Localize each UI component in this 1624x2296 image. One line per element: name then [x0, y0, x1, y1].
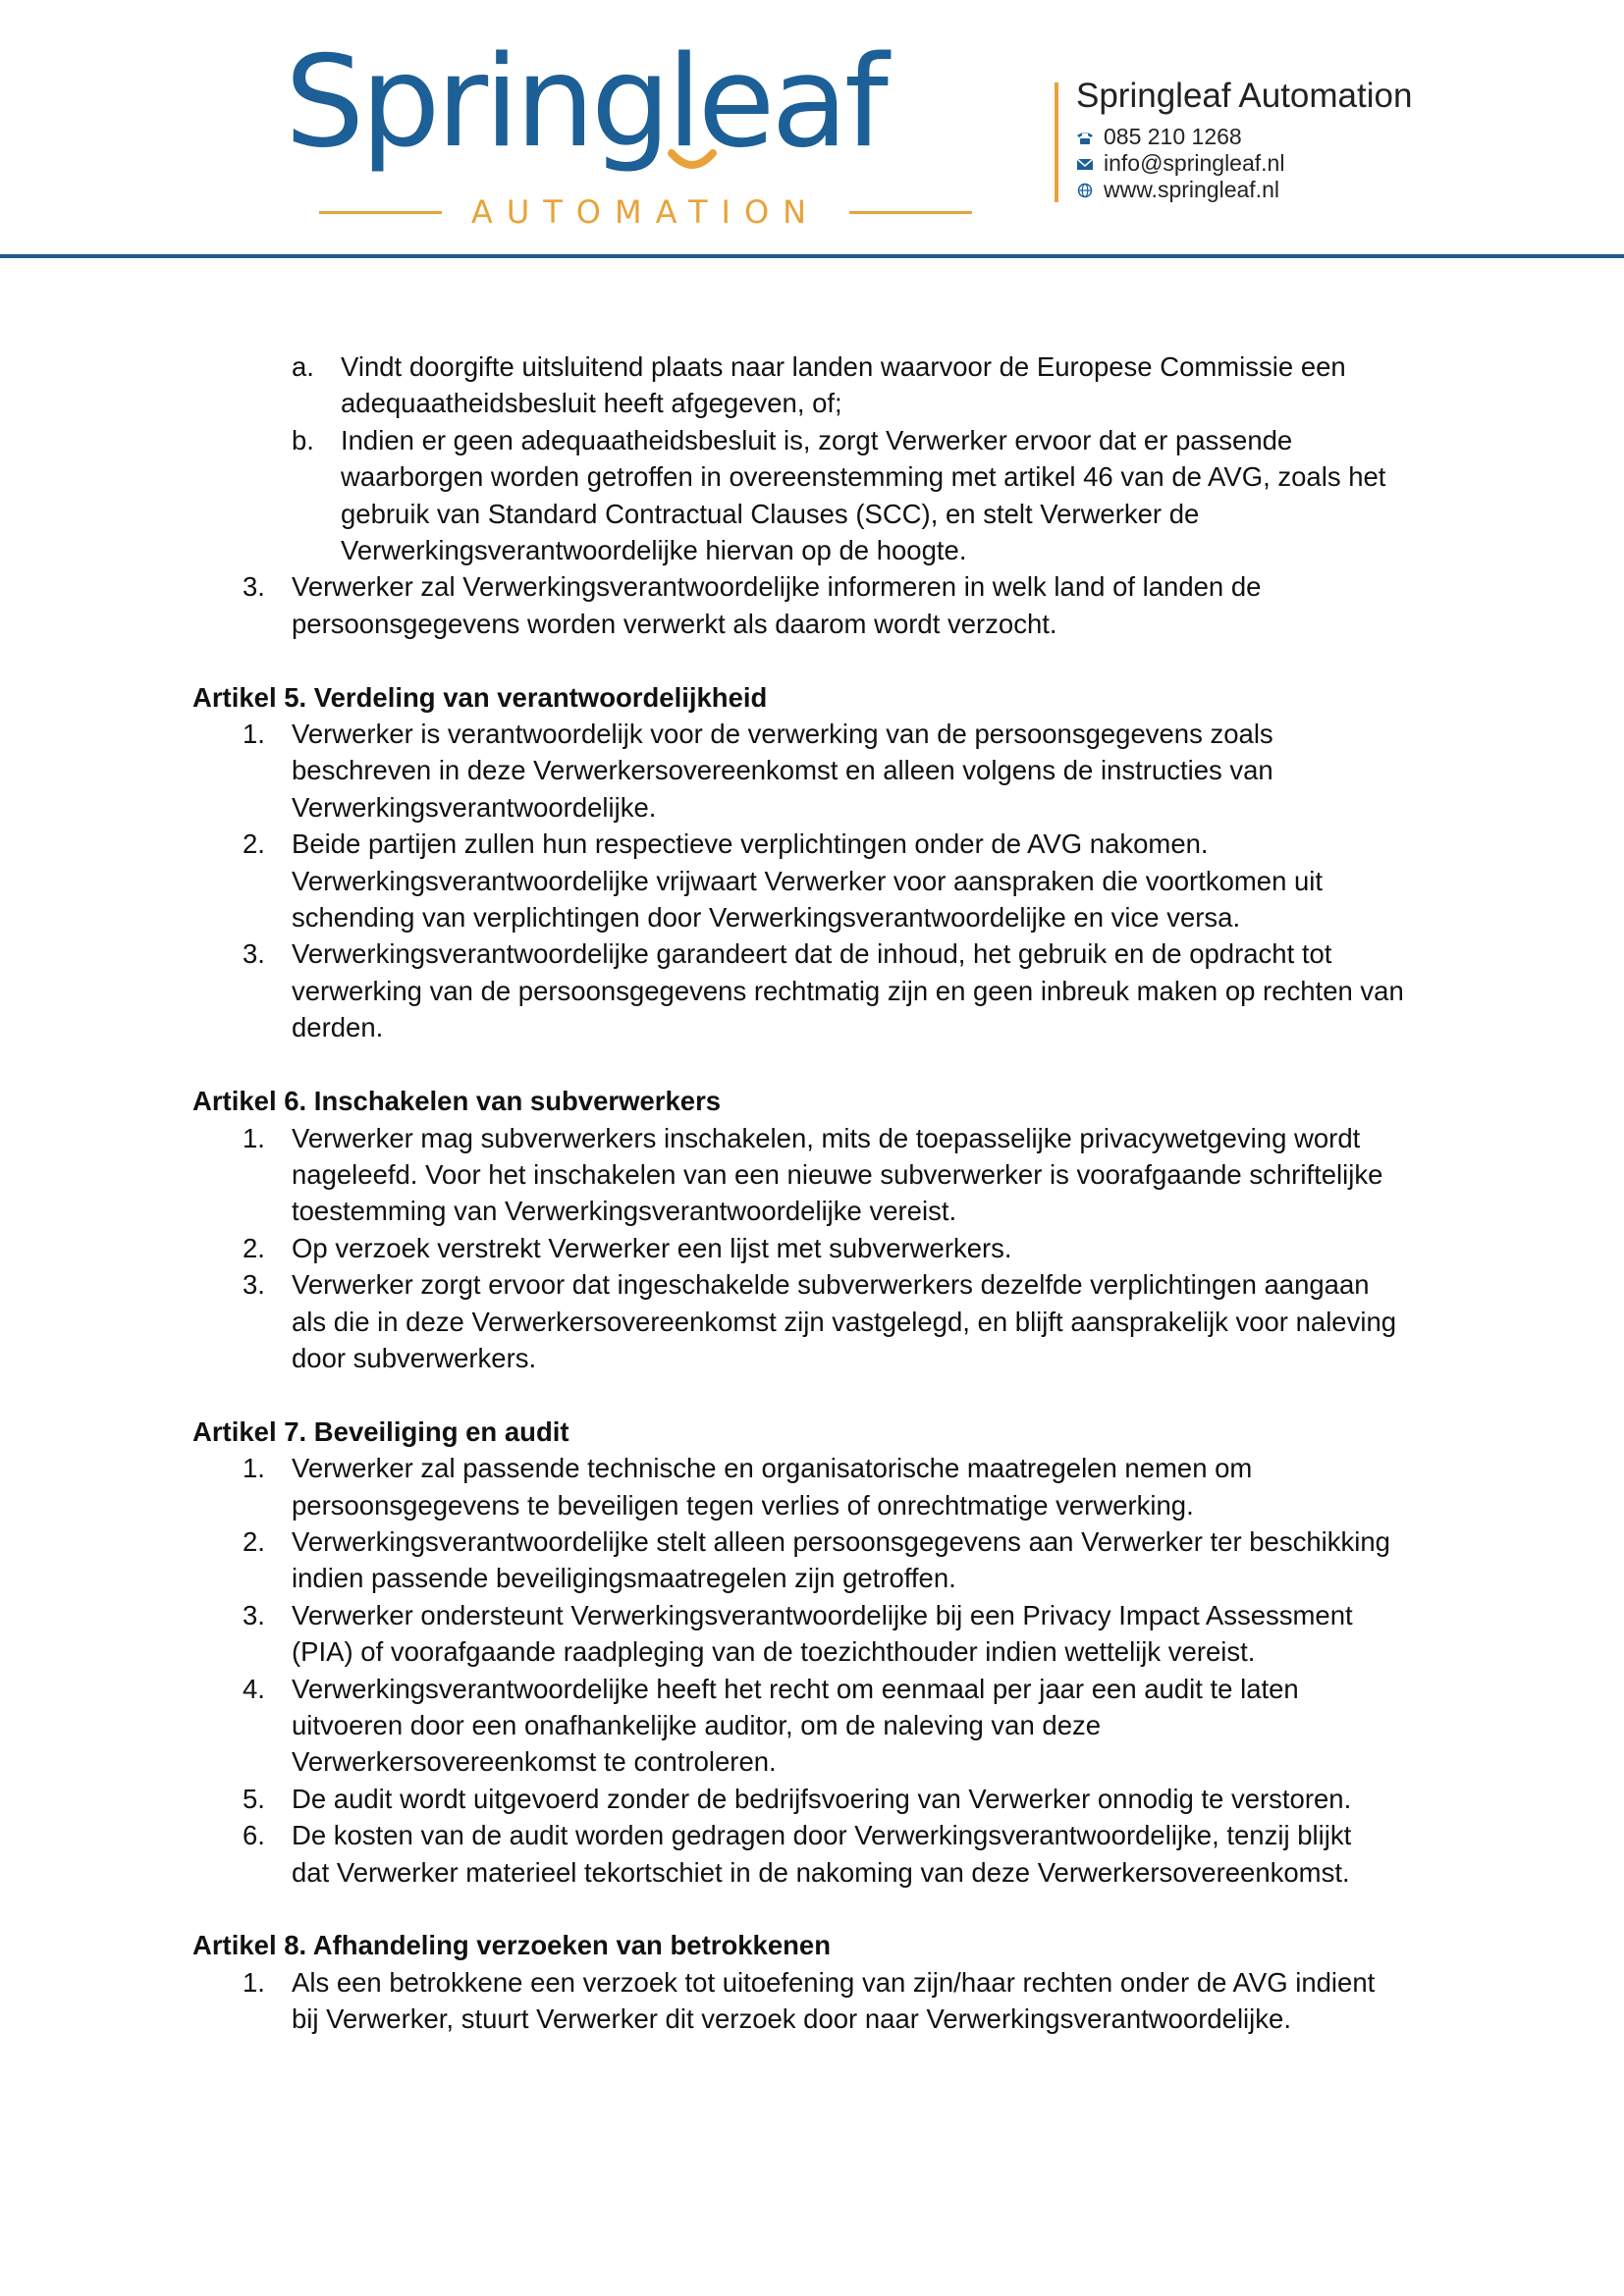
list-text: derden.: [292, 1012, 384, 1043]
list-item: [192, 1964, 1439, 2038]
list-marker: 2.: [243, 1232, 265, 1263]
list-item: [192, 1817, 1439, 1891]
list-text: Verwerkingsverantwoordelijke hiervan op de hoogte.: [341, 535, 967, 566]
list-item: [192, 826, 1439, 935]
list-marker: 3.: [243, 1269, 265, 1301]
list-text: Verwerkingsverantwoordelijke.: [292, 791, 657, 823]
list-item: [192, 1120, 1439, 1230]
list-marker: 2.: [243, 1525, 265, 1557]
list-text: Verwerker ondersteunt Verwerkingsverantwoordelijke bij een Privacy Impact Assessment: [292, 1599, 1353, 1630]
list-item: [192, 1671, 1439, 1781]
list-text: gebruik van Standard Contractual Clauses (SCC), en stelt Verwerker de: [341, 498, 1200, 529]
list-text: Verwerkersovereenkomst te controleren.: [292, 1746, 777, 1778]
list-text: als die in deze Verwerkersovereenkomst zijn vastgelegd, en blijft aansprakelijk voor naleving: [292, 1306, 1397, 1337]
list-item-a: [192, 348, 1439, 422]
logo-subtext: AUTOMATION: [470, 193, 821, 231]
list-marker: 1.: [243, 1966, 265, 1998]
document-body: [192, 348, 1439, 2038]
list-text: door subverwerkers.: [292, 1342, 537, 1373]
logo-wordmark: Springleaf: [285, 29, 885, 176]
mail-icon: [1076, 156, 1094, 172]
list-text: beschreven in deze Verwerkersovereenkomst en alleen volgens de instructies van: [292, 755, 1273, 786]
list-text: persoonsgegevens worden verwerkt als daarom wordt verzocht.: [292, 608, 1057, 639]
list-text: De kosten van de audit worden gedragen door Verwerkingsverantwoordelijke, tenzij blijkt: [292, 1820, 1352, 1851]
list-item: [192, 1597, 1439, 1671]
list-text: uitvoeren door een onafhankelijke auditor, om de naleving van deze: [292, 1709, 1102, 1740]
list-text: adequaatheidsbesluit heeft afgegeven, of;: [341, 388, 842, 419]
list-marker: b.: [292, 424, 314, 455]
article-8-heading: Artikel 8. Afhandeling verzoeken van betrokkenen: [192, 1930, 832, 1961]
list-text: Indien er geen adequaatheidsbesluit is, zorgt Verwerker ervoor dat er passende: [341, 424, 1293, 455]
list-text: bij Verwerker, stuurt Verwerker dit verzoek door naar Verwerkingsverantwoordelijke.: [292, 2003, 1291, 2035]
list-marker: 3.: [243, 1599, 265, 1630]
list-text: dat Verwerker materieel tekortschiet in de nakoming van deze Verwerkersovereenkomst.: [292, 1856, 1350, 1888]
list-text: Verwerkingsverantwoordelijke garandeert dat de inhoud, het gebruik en de opdracht tot: [292, 938, 1332, 970]
list-marker: 4.: [243, 1673, 265, 1704]
list-text: Als een betrokkene een verzoek tot uitoefening van zijn/haar rechten onder de AVG indient: [292, 1966, 1376, 1998]
website-contact: [1076, 177, 1412, 203]
logo-smile-icon: [668, 147, 717, 177]
article-6-heading: Artikel 6. Inschakelen van subverwerkers: [192, 1086, 722, 1117]
company-block: [1076, 73, 1412, 203]
list-text: Verwerker zal Verwerkingsverantwoordelijke informeren in welk land of landen de: [292, 571, 1262, 603]
list-marker: 2.: [243, 828, 265, 860]
list-item: [192, 716, 1439, 826]
logo-rule-left: [319, 211, 442, 214]
phone-icon: [1076, 130, 1094, 145]
list-marker: 5.: [243, 1783, 265, 1814]
list-marker: 1.: [243, 1122, 265, 1153]
list-text: Verwerker zal passende technische en organisatorische maatregelen nemen om: [292, 1453, 1253, 1484]
phone-number: 085 210 1268: [1104, 124, 1242, 149]
phone-contact: [1076, 124, 1412, 150]
list-text: nageleefd. Voor het inschakelen van een nieuwe subverwerker is voorafgaande schriftelijke: [292, 1158, 1383, 1190]
list-text: waarborgen worden getroffen in overeenstemming met artikel 46 van de AVG, zoals het: [341, 461, 1386, 493]
list-item: [192, 1781, 1439, 1817]
letterhead: [0, 0, 1624, 257]
list-marker: 1.: [243, 719, 265, 750]
logo-subline: [319, 192, 972, 232]
email-contact: [1076, 150, 1412, 177]
website-url[interactable]: www.springleaf.nl: [1104, 177, 1279, 202]
list-text: verwerking van de persoonsgegevens rechtmatig zijn en geen inbreuk maken op rechten van: [292, 975, 1404, 1006]
list-marker: a.: [292, 351, 314, 382]
list-text: Verwerkingsverantwoordelijke stelt alleen persoonsgegevens aan Verwerker ter beschikking: [292, 1525, 1390, 1557]
article-7-heading: Artikel 7. Beveiliging en audit: [192, 1415, 569, 1447]
list-text: Op verzoek verstrekt Verwerker een lijst met subverwerkers.: [292, 1232, 1012, 1263]
header-rule: [0, 254, 1624, 258]
list-text: Verwerkingsverantwoordelijke vrijwaart Verwerker voor aanspraken die voortkomen uit: [292, 865, 1324, 896]
list-item: [192, 935, 1439, 1045]
list-marker: 6.: [243, 1820, 265, 1851]
list-item: [192, 1230, 1439, 1266]
list-text: Verwerker is verantwoordelijk voor de verwerking van de persoonsgegevens zoals: [292, 719, 1273, 750]
list-item-b: [192, 422, 1439, 569]
list-item: [192, 568, 1439, 642]
list-marker: 1.: [243, 1453, 265, 1484]
list-marker: 3.: [243, 938, 265, 970]
list-item: [192, 1266, 1439, 1376]
list-text: Beide partijen zullen hun respectieve verplichtingen onder de AVG nakomen.: [292, 828, 1209, 860]
list-text: Verwerker zorgt ervoor dat ingeschakelde subverwerkers dezelfde verplichtingen aangaan: [292, 1269, 1370, 1301]
email-address[interactable]: info@springleaf.nl: [1104, 150, 1285, 176]
list-text: toestemming van Verwerkingsverantwoordelijke vereist.: [292, 1196, 957, 1227]
list-item: [192, 1450, 1439, 1523]
list-text: (PIA) of voorafgaande raadpleging van de toezichthouder indien wettelijk vereist.: [292, 1636, 1256, 1668]
list-marker: 3.: [243, 571, 265, 603]
list-text: Verwerkingsverantwoordelijke heeft het recht om eenmaal per jaar een audit te laten: [292, 1673, 1299, 1704]
article-5-heading: Artikel 5. Verdeling van verantwoordelijkheid: [192, 681, 768, 713]
globe-icon: [1076, 183, 1094, 198]
list-text: indien passende beveiligingsmaatregelen zijn getroffen.: [292, 1563, 956, 1594]
logo-rule-right: [849, 211, 972, 214]
list-text: Verwerker mag subverwerkers inschakelen, mits de toepasselijke privacywetgeving wordt: [292, 1122, 1361, 1153]
header-divider: [1055, 82, 1058, 202]
list-text: Vindt doorgifte uitsluitend plaats naar landen waarvoor de Europese Commissie een: [341, 351, 1346, 382]
company-name: Springleaf Automation: [1076, 77, 1413, 115]
list-text: persoonsgegevens te beveiligen tegen verlies of onrechtmatige verwerking.: [292, 1489, 1194, 1521]
list-text: schending van verplichtingen door Verwerkingsverantwoordelijke en vice versa.: [292, 902, 1241, 934]
list-item: [192, 1523, 1439, 1597]
list-text: De audit wordt uitgevoerd zonder de bedrijfsvoering van Verwerker onnodig te verstoren.: [292, 1783, 1352, 1814]
